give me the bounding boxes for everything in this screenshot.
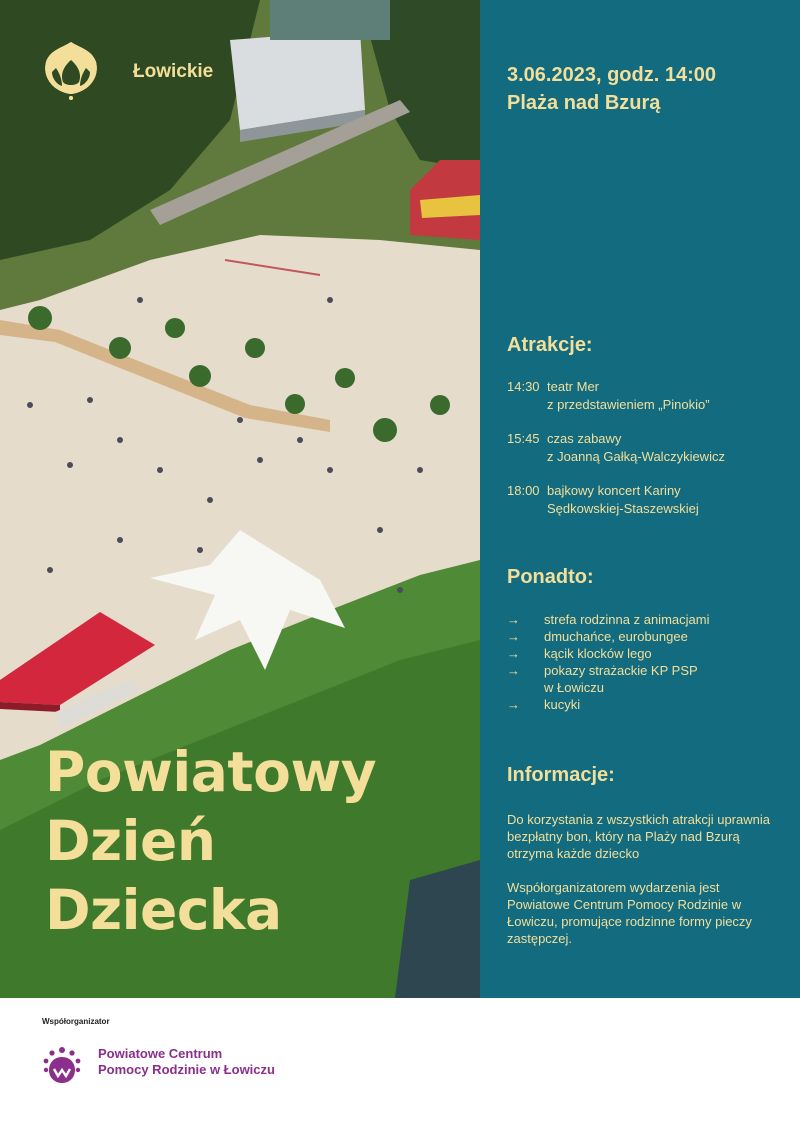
extras-label: dmuchańce, eurobungee xyxy=(544,629,688,644)
schedule-desc-line: teatr Mer xyxy=(547,379,600,394)
extras-label-line: w Łowiczu xyxy=(544,680,604,695)
event-date: 3.06.2023, godz. 14:00 xyxy=(507,64,717,86)
schedule-desc-line: Sędkowskiej-Staszewskiej xyxy=(547,501,699,516)
extras-item xyxy=(507,662,787,696)
extras-heading: Ponadto: xyxy=(507,566,594,588)
schedule-desc-line: czas zabawy xyxy=(547,431,622,446)
attractions-heading: Atrakcje: xyxy=(507,334,593,356)
extras-list xyxy=(507,611,787,713)
schedule-desc-line: z przedstawieniem „Pinokio” xyxy=(547,397,710,412)
coorganizer-label: Współorganizator xyxy=(42,1017,110,1026)
extras-label xyxy=(544,662,698,696)
schedule-desc xyxy=(547,378,710,414)
arrow-right-icon: → xyxy=(507,697,520,712)
schedule-item xyxy=(507,482,787,518)
arrow-right-icon: → xyxy=(507,646,520,661)
schedule-desc xyxy=(547,430,725,466)
info-heading: Informacje: xyxy=(507,764,615,786)
arrow-right-icon: → xyxy=(507,629,520,644)
event-title xyxy=(45,738,475,945)
schedule-time: 18:00 xyxy=(507,483,540,498)
extras-item xyxy=(507,611,787,628)
coorganizer-name xyxy=(98,1046,275,1078)
event-title-line: Dziecka xyxy=(45,878,282,942)
extras-item xyxy=(507,628,787,645)
schedule-desc xyxy=(547,482,699,518)
extras-item xyxy=(507,645,787,662)
extras-label: kucyki xyxy=(544,697,581,712)
coorganizer-name-line: Pomocy Rodzinie w Łowiczu xyxy=(98,1062,275,1077)
schedule-desc-line: bajkowy koncert Kariny xyxy=(547,483,681,498)
pcpr-logo-icon xyxy=(40,1043,84,1087)
arrow-right-icon: → xyxy=(507,663,520,678)
event-place: Plaża nad Bzurą xyxy=(507,92,661,114)
schedule-time: 14:30 xyxy=(507,379,540,394)
info-paragraph: Współorganizatorem wydarzenia jest Powiatowe Centrum Pomocy Rodzinie w Łowiczu, promujące rodzinne formy pieczy zastępczej. xyxy=(507,880,752,946)
info-paragraph: Do korzystania z wszystkich atrakcji uprawnia bezpłatny bon, który na Plaży nad Bzurą otrzyma każde dziecko xyxy=(507,812,770,861)
event-title-line: Dzień xyxy=(45,809,216,873)
brand-name: Łowickie xyxy=(133,61,214,82)
schedule-item xyxy=(507,378,787,414)
extras-item xyxy=(507,696,787,713)
wycinanka-flower-icon xyxy=(40,38,102,100)
schedule-time: 15:45 xyxy=(507,431,540,446)
coorganizer-name-line: Powiatowe Centrum xyxy=(98,1046,223,1061)
schedule-desc-line: z Joanną Gałką-Walczykiewicz xyxy=(547,449,725,464)
extras-label: kącik klocków lego xyxy=(544,646,652,661)
event-title-line: Powiatowy xyxy=(45,740,377,804)
footer xyxy=(0,998,800,1131)
info-text xyxy=(507,811,777,964)
event-date-place xyxy=(507,61,716,117)
info-panel xyxy=(480,0,800,998)
extras-label: strefa rodzinna z animacjami xyxy=(544,612,710,627)
arrow-right-icon: → xyxy=(507,612,520,627)
schedule-item xyxy=(507,430,787,466)
attractions-list xyxy=(507,378,787,534)
extras-label-line: pokazy strażackie KP PSP xyxy=(544,663,698,678)
